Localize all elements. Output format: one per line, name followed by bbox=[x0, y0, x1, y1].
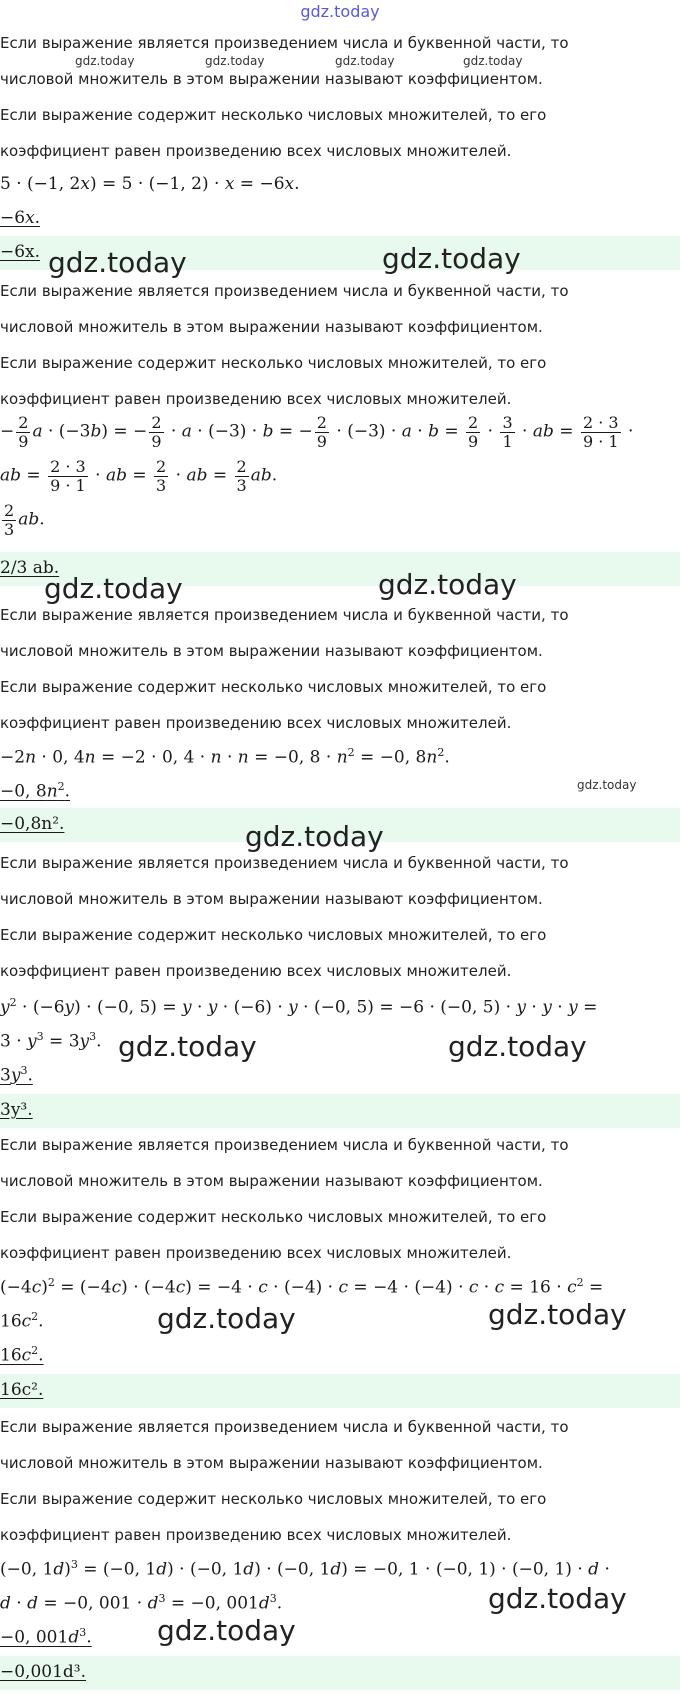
rule-line-1: Если выражение является произведением числа и буквенной части, то bbox=[0, 34, 569, 52]
watermark: gdz.today bbox=[245, 820, 384, 853]
math-line: $3 \cdot y^3 = 3y^3$. bbox=[0, 1030, 102, 1052]
rule-line-2: числовой множитель в этом выражении называют коэффициентом. bbox=[0, 1172, 543, 1190]
math-result: $\frac{2}{3}$ ab. bbox=[4, 501, 45, 539]
rule-line-2: числовой множитель в этом выражении называют коэффициентом. bbox=[0, 890, 543, 908]
math-line: ab = $\frac{2 \cdot 3}{9 \cdot 1}$ · ab = $\frac{2}{3}$ · ab = $\frac{2}{3}$ ab. bbox=[0, 457, 278, 495]
watermark: gdz.today bbox=[577, 778, 637, 792]
answer-text: −6x. bbox=[0, 242, 41, 262]
rule-line-2: числовой множитель в этом выражении называют коэффициентом. bbox=[0, 318, 543, 336]
watermark: gdz.today bbox=[382, 242, 521, 275]
watermark: gdz.today bbox=[118, 1030, 257, 1063]
watermark: gdz.today bbox=[448, 1030, 587, 1063]
answer-text: 3y³. bbox=[0, 1100, 33, 1120]
rule-line-4: коэффициент равен произведению всех числовых множителей. bbox=[0, 390, 512, 408]
math-result: $3y^3$. bbox=[0, 1064, 33, 1086]
rule-line-2: числовой множитель в этом выражении называют коэффициентом. bbox=[0, 70, 543, 88]
math-line: $y^2 \cdot (-6y) \cdot (-0$, 5) = y · y · (−6) · y · (−0, 5) = −6 · (−0, 5) · y · y · y = bbox=[0, 996, 598, 1018]
answer-box bbox=[0, 1656, 680, 1690]
rule-line-1: Если выражение является произведением числа и буквенной части, то bbox=[0, 1418, 569, 1436]
rule-line-4: коэффициент равен произведению всех числовых множителей. bbox=[0, 1244, 512, 1262]
math-line: $(-4c)^2 = (-4c) \cdot (-4c) = -4 \cdot c \cdot (-4) \cdot c = -4 \cdot (-4) \cdot c \cdot c = 16 \cdot c^2$ = bbox=[0, 1276, 604, 1298]
rule-line-4: коэффициент равен произведению всех числовых множителей. bbox=[0, 1526, 512, 1544]
watermark: gdz.today bbox=[488, 1298, 627, 1331]
answer-text: 16c². bbox=[0, 1380, 44, 1400]
rule-line-3: Если выражение содержит несколько числовых множителей, то его bbox=[0, 1490, 547, 1508]
watermark: gdz.today bbox=[157, 1614, 296, 1647]
answer-box bbox=[0, 1094, 680, 1128]
rule-line-4: коэффициент равен произведению всех числовых множителей. bbox=[0, 142, 512, 160]
rule-line-2: числовой множитель в этом выражении называют коэффициентом. bbox=[0, 642, 543, 660]
math-result: $16c^2$. bbox=[0, 1344, 44, 1366]
rule-line-1: Если выражение является произведением числа и буквенной части, то bbox=[0, 282, 569, 300]
rule-line-2: числовой множитель в этом выражении называют коэффициентом. bbox=[0, 1454, 543, 1472]
math-line: $16c^2$. bbox=[0, 1310, 44, 1332]
answer-text: −0,001d³. bbox=[0, 1662, 87, 1682]
rule-line-3: Если выражение содержит несколько числовых множителей, то его bbox=[0, 926, 547, 944]
rule-line-4: коэффициент равен произведению всех числовых множителей. bbox=[0, 714, 512, 732]
watermark: gdz.today bbox=[378, 568, 517, 601]
math-line: − $\frac{2}{9}$ a · (−3b) = − $\frac{2}{9}$ · a · (−3) · b = − $\frac{2}{9}$ · (−3) · a · b = $\frac{2}{9}$ · $\frac{3}{1}$ · ab = $\frac{2 \cdot 3}{9 \cdot 1}$ · bbox=[0, 413, 634, 451]
rule-line-1: Если выражение является произведением числа и буквенной части, то bbox=[0, 1136, 569, 1154]
answer-text: 2/3 ab. bbox=[0, 558, 60, 578]
site-logo[interactable]: gdz.today bbox=[300, 2, 380, 21]
watermark: gdz.today bbox=[463, 54, 523, 68]
rule-line-1: Если выражение является произведением числа и буквенной части, то bbox=[0, 606, 569, 624]
math-result: −0, $001d^3$. bbox=[0, 1626, 92, 1648]
rule-line-3: Если выражение содержит несколько числовых множителей, то его bbox=[0, 678, 547, 696]
math-line: −2n · 0, 4n = −2 · 0, 4 · n · n = −0, $8 \cdot n^2 = -0$, $8n^2$. bbox=[0, 746, 450, 768]
watermark: gdz.today bbox=[335, 54, 395, 68]
answer-box bbox=[0, 1374, 680, 1408]
watermark: gdz.today bbox=[44, 572, 183, 605]
watermark: gdz.today bbox=[488, 1582, 627, 1615]
watermark: gdz.today bbox=[205, 54, 265, 68]
watermark: gdz.today bbox=[75, 54, 135, 68]
answer-text: −0,8n². bbox=[0, 814, 65, 834]
rule-line-4: коэффициент равен произведению всех числовых множителей. bbox=[0, 962, 512, 980]
rule-line-1: Если выражение является произведением числа и буквенной части, то bbox=[0, 854, 569, 872]
math-line: d · d = −0, $001 \cdot d^3 = -0$, $001d^3$. bbox=[0, 1592, 283, 1614]
rule-line-3: Если выражение содержит несколько числовых множителей, то его bbox=[0, 354, 547, 372]
math-line: 5 · (−1, 2x) = 5 · (−1, 2) · x = −6x. bbox=[0, 174, 300, 194]
math-line: (−0, 1d)$^3$ = (−0, 1d) · (−0, 1d) · (−0, 1d) = −0, 1 · (−0, 1) · (−0, 1) · d · bbox=[0, 1558, 610, 1580]
rule-line-3: Если выражение содержит несколько числовых множителей, то его bbox=[0, 106, 547, 124]
watermark: gdz.today bbox=[157, 1302, 296, 1335]
math-result: −0, $8n^2$. bbox=[0, 780, 71, 802]
math-result: −6x. bbox=[0, 208, 41, 228]
watermark: gdz.today bbox=[48, 246, 187, 279]
rule-line-3: Если выражение содержит несколько числовых множителей, то его bbox=[0, 1208, 547, 1226]
